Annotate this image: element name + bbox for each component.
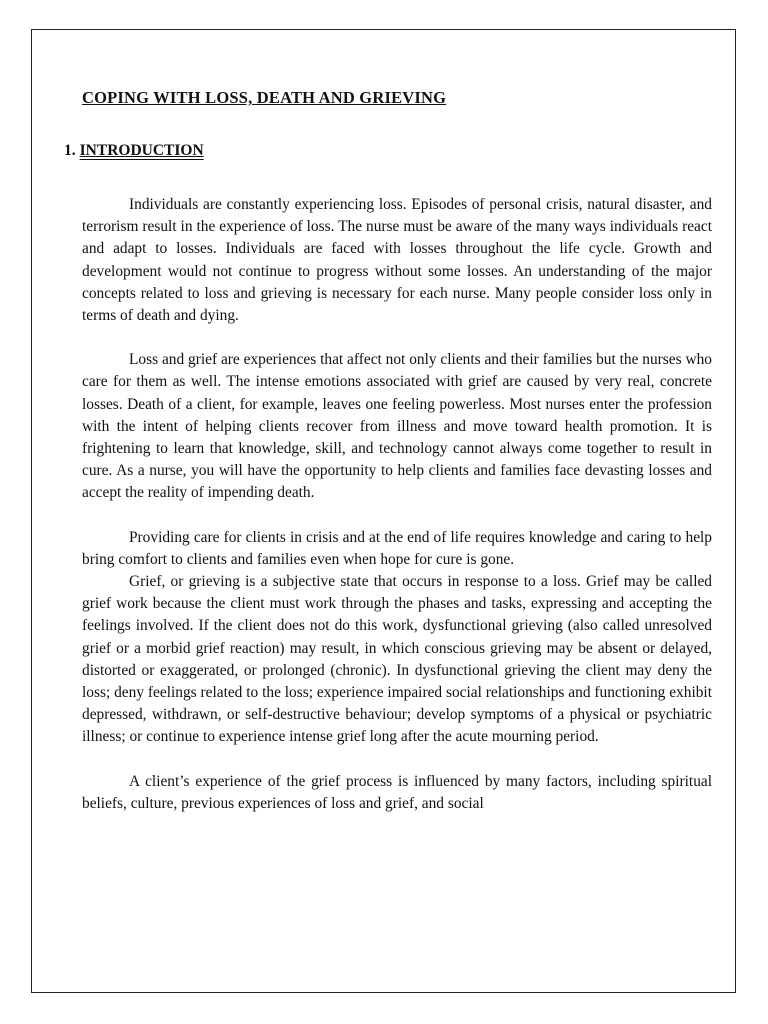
document-body (64, 88, 712, 815)
paragraph: Loss and grief are experiences that affect not only clients and their families but the nurses who care for them as well. The intense emotions associated with grief are caused by very real, concrete losses. Death of a client, for example, leaves one feeling powerless. Most nurses enter the profession with the intent of helping clients recover from illness and move toward health promotion. It is frightening to learn that knowledge, skill, and technology cannot always come together to result in cure. As a nurse, you will have the opportunity to help clients and families face devasting losses and accept the reality of impending death. (82, 351, 712, 502)
paragraph: Grief, or grieving is a subjective state that occurs in response to a loss. Grief may be called grief work because the client must work through the phases and tasks, expressing and accepting the feelings involved. If the client does not do this work, dysfunctional grieving (also called unresolved grief or a morbid grief reaction) may result, in which conscious grieving may be absent or delayed, distorted or exaggerated, or prolonged (chronic). In dysfunctional grieving the client may deny the loss; deny feelings related to the loss; experience impaired social relationships and functioning exhibit depressed, withdrawn, or self-destructive behaviour; develop symptoms of a physical or psychiatric illness; or continue to experience intense grief long after the acute mourning period. (82, 573, 712, 746)
paragraph: A client’s experience of the grief process is influenced by many factors, including spiritual beliefs, culture, previous experiences of loss and grief, and social (82, 772, 712, 812)
section-heading-label: INTRODUCTION (79, 142, 204, 159)
section-number: 1. (64, 142, 76, 159)
document-title: COPING WITH LOSS, DEATH AND GRIEVING (82, 88, 447, 107)
paragraph: Providing care for clients in crisis and at the end of life requires knowledge and caring to help bring comfort to clients and families even when hope for cure is gone. (82, 528, 712, 568)
section-heading (64, 142, 712, 160)
paragraph: Individuals are constantly experiencing loss. Episodes of personal crisis, natural disaster, and terrorism result in the experience of loss. The nurse must be aware of the many ways individuals react and adapt to losses. Individuals are faced with losses throughout the life cycle. Growth and development would not continue to progress without some losses. An understanding of the major concepts related to loss and grieving is necessary for each nurse. Many people consider loss only in terms of death and dying. (82, 196, 712, 325)
